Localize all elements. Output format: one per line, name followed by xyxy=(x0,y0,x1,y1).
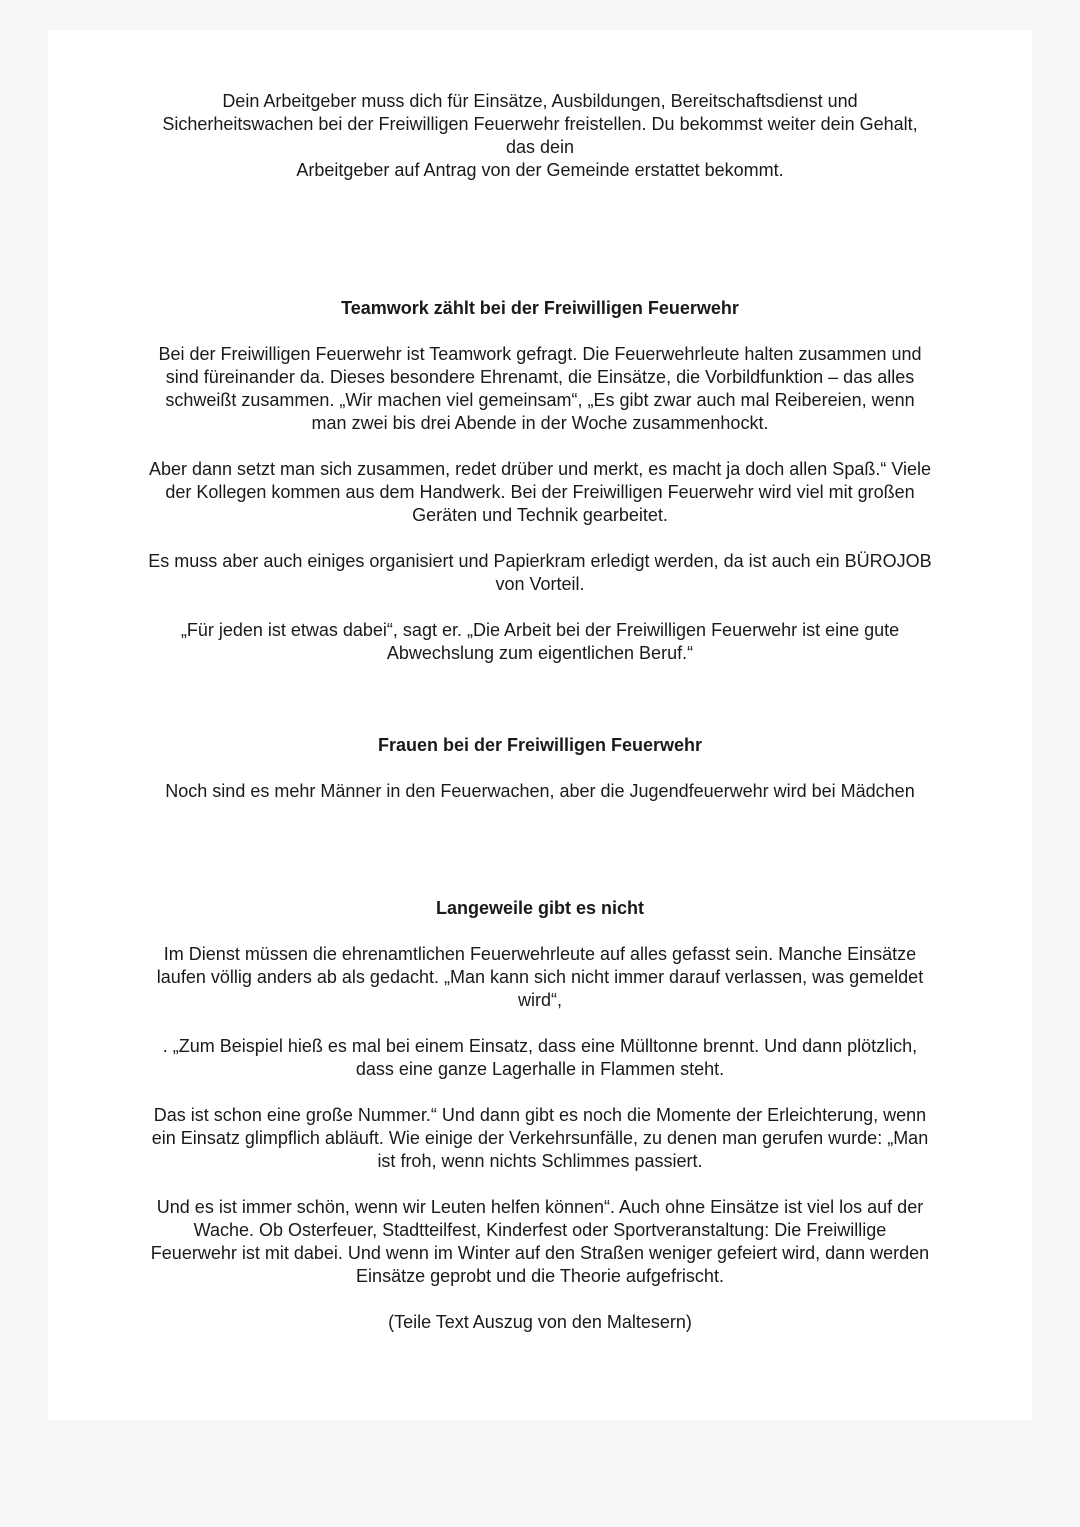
teamwork-paragraph-2 xyxy=(104,458,976,527)
frauen-paragraph-1 xyxy=(104,780,976,803)
text-line: der Kollegen kommen aus dem Handwerk. Bei der Freiwilligen Feuerwehr wird viel mit großen xyxy=(165,482,915,502)
heading-frauen: Frauen bei der Freiwilligen Feuerwehr xyxy=(377,735,703,755)
text-line: Und es ist immer schön, wenn wir Leuten helfen können“. Auch ohne Einsätze ist viel los auf der xyxy=(156,1197,924,1217)
langeweile-paragraph-3 xyxy=(104,1104,976,1173)
text-line: Das ist schon eine große Nummer.“ Und dann gibt es noch die Momente der Erleichterung, wenn xyxy=(153,1105,927,1125)
text-line: das dein xyxy=(505,137,575,157)
langeweile-paragraph-4 xyxy=(104,1196,976,1288)
text-line: Im Dienst müssen die ehrenamtlichen Feuerwehrleute auf alles gefasst sein. Manche Einsätze xyxy=(163,944,917,964)
langeweile-paragraph-2 xyxy=(104,1035,976,1081)
teamwork-paragraph-4 xyxy=(104,619,976,665)
text-line: Geräten und Technik gearbeitet. xyxy=(412,505,668,525)
teamwork-paragraph-1 xyxy=(104,343,976,435)
source-note: (Teile Text Auszug von den Maltesern) xyxy=(388,1312,692,1332)
text-line: sind füreinander da. Dieses besondere Ehrenamt, die Einsätze, die Vorbildfunktion – das alles xyxy=(165,367,915,387)
text-line: Einsätze geprobt und die Theorie aufgefrischt. xyxy=(356,1266,724,1286)
text-line: laufen völlig anders ab als gedacht. „Man kann sich nicht immer darauf verlassen, was gemeldet xyxy=(156,967,924,987)
text-line: Abwechslung zum eigentlichen Beruf.“ xyxy=(386,643,694,663)
text-line: schweißt zusammen. „Wir machen viel gemeinsam“, „Es gibt zwar auch mal Reibereien, wenn xyxy=(165,390,915,410)
langeweile-paragraph-1 xyxy=(104,943,976,1012)
text-line: Dein Arbeitgeber muss dich für Einsätze, Ausbildungen, Bereitschaftsdienst und xyxy=(222,91,858,111)
text-line: „Für jeden ist etwas dabei“, sagt er. „Die Arbeit bei der Freiwilligen Feuerwehr ist eine gute xyxy=(180,620,900,640)
intro-paragraph xyxy=(104,90,976,182)
heading-teamwork: Teamwork zählt bei der Freiwilligen Feuerwehr xyxy=(341,298,739,318)
text-line: Bei der Freiwilligen Feuerwehr ist Teamwork gefragt. Die Feuerwehrleute halten zusammen und xyxy=(158,344,922,364)
text-line: . „Zum Beispiel hieß es mal bei einem Einsatz, dass eine Mülltonne brennt. Und dann plötzlich, xyxy=(162,1036,918,1056)
text-line: Aber dann setzt man sich zusammen, redet drüber und merkt, es macht ja doch allen Spaß.“ Viele xyxy=(148,459,932,479)
document-page xyxy=(48,30,1032,1420)
text-line: Es muss aber auch einiges organisiert und Papierkram erledigt werden, da ist auch ein BÜROJOB xyxy=(148,551,932,571)
text-line: dass eine ganze Lagerhalle in Flammen steht. xyxy=(355,1059,725,1079)
text-line: Wache. Ob Osterfeuer, Stadtteilfest, Kinderfest oder Sportveranstaltung: Die Freiwillige xyxy=(193,1220,887,1240)
heading-langeweile: Langeweile gibt es nicht xyxy=(435,898,645,918)
document-content xyxy=(104,90,976,1334)
teamwork-paragraph-3 xyxy=(104,550,976,596)
text-line: ist froh, wenn nichts Schlimmes passiert. xyxy=(377,1151,703,1171)
text-line: man zwei bis drei Abende in der Woche zusammenhockt. xyxy=(311,413,769,433)
text-line: Feuerwehr ist mit dabei. Und wenn im Winter auf den Straßen weniger gefeiert wird, dann werden xyxy=(150,1243,930,1263)
text-line: Arbeitgeber auf Antrag von der Gemeinde erstattet bekommt. xyxy=(296,160,784,180)
text-line: von Vorteil. xyxy=(495,574,585,594)
text-line: ein Einsatz glimpflich abläuft. Wie einige der Verkehrsunfälle, zu denen man gerufen wurde: „Man xyxy=(151,1128,929,1148)
text-line: Noch sind es mehr Männer in den Feuerwachen, aber die Jugendfeuerwehr wird bei Mädchen xyxy=(165,781,915,801)
text-line: wird“, xyxy=(518,990,562,1010)
text-line: Sicherheitswachen bei der Freiwilligen Feuerwehr freistellen. Du bekommst weiter dein Gehalt, xyxy=(162,114,918,134)
